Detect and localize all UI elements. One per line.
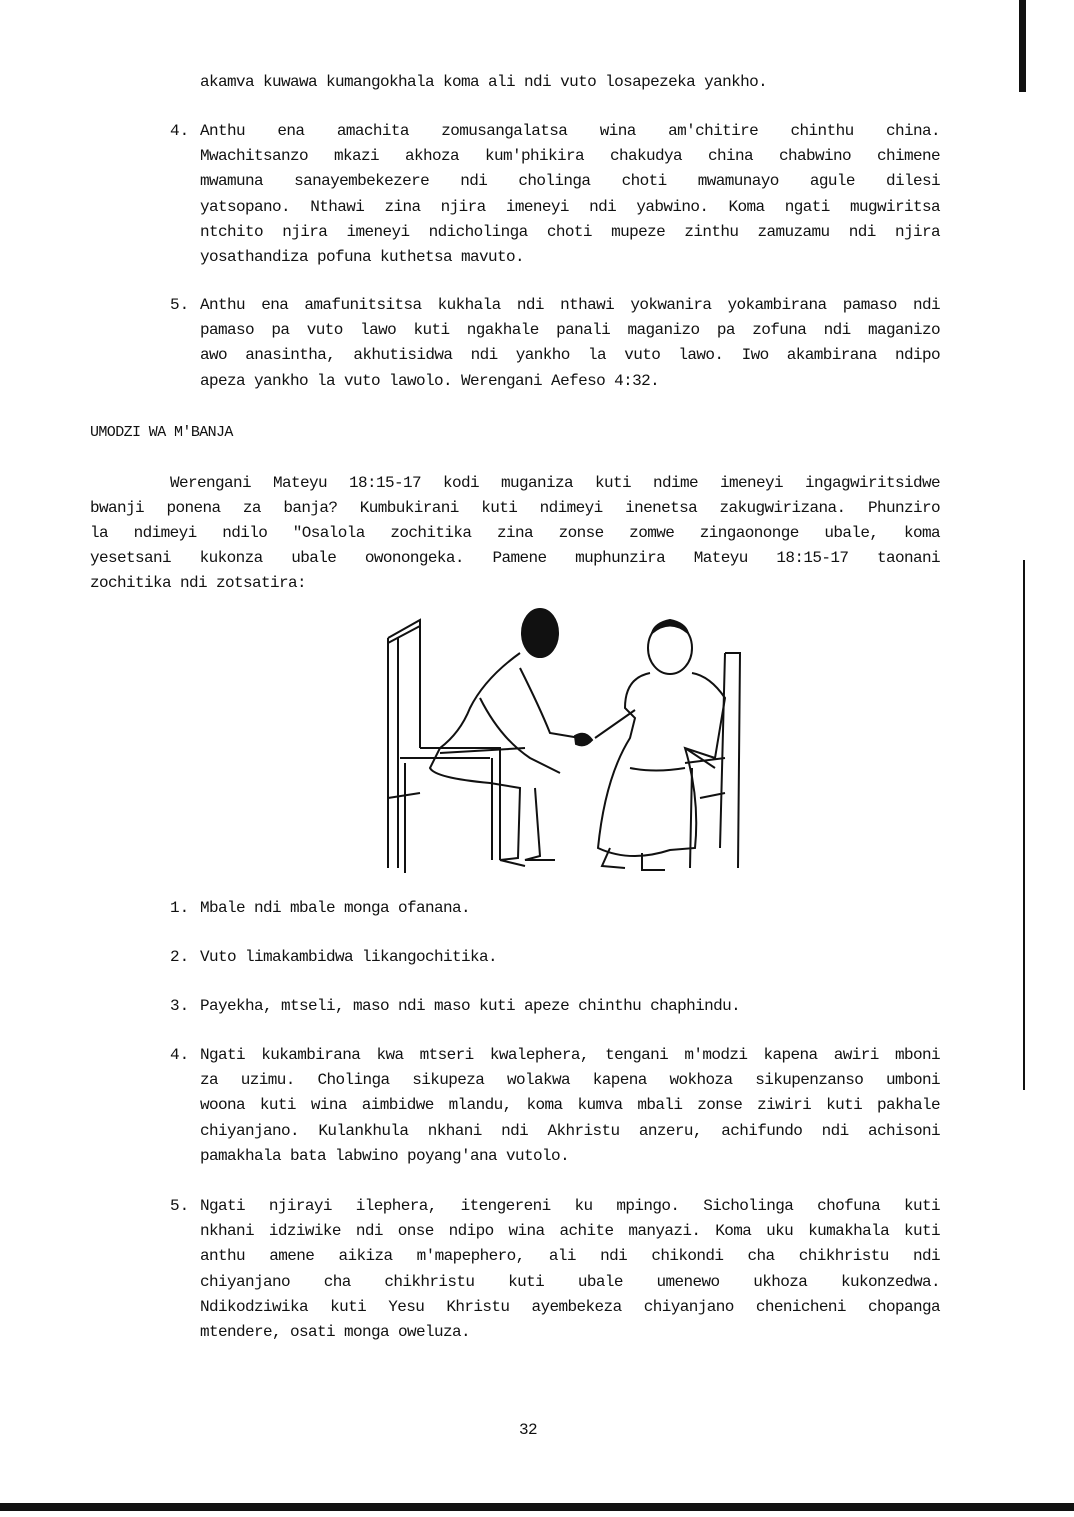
list-number: 4. bbox=[170, 122, 190, 140]
list-item-line: yosathandiza pofuna kuthetsa mavuto. bbox=[200, 248, 525, 266]
woman-figure bbox=[595, 620, 725, 870]
list-number: 1. bbox=[170, 899, 190, 917]
list-item-line: mtendere, osati monga oweluza. bbox=[200, 1323, 471, 1341]
man-figure bbox=[430, 609, 592, 866]
list-item-line: nkhani idziwike ndi onse ndipo wina achite manyazi. Koma uku kumakhala kuti bbox=[200, 1222, 940, 1241]
list-item-line: ntchito njira imeneyi ndicholinga choti mupeze zinthu zamuzamu ndi njira bbox=[200, 222, 940, 241]
right-chair bbox=[685, 653, 740, 868]
list-item-line: apeza yankho la vuto lawolo. Werengani Aefeso 4:32. bbox=[200, 371, 660, 390]
illustration-counseling bbox=[380, 598, 750, 880]
list-item-line: Mwachitsanzo mkazi akhoza kum'phikira chakudya china chabwino chimene bbox=[200, 147, 940, 166]
list-item-line: pamakhala bata labwino poyang'ana vutolo. bbox=[200, 1146, 570, 1165]
paragraph-line: zochitika ndi zotsatira: bbox=[90, 574, 307, 592]
paragraph-line: yesetsani kukonza ubale owonongeka. Pamene muphunzira Mateyu 18:15-17 taonani bbox=[90, 549, 940, 567]
page-number: 32 bbox=[519, 1421, 538, 1439]
list-item-line: awo anasintha, akhutisidwa ndi yankho la vuto lawo. Iwo akambirana ndipo bbox=[200, 346, 940, 365]
list-item-line: yatsopano. Nthawi zina njira imeneyi ndi yabwino. Koma ngati mugwiritsa bbox=[200, 197, 940, 216]
list-item-line: pamaso pa vuto lawo kuti ngakhale panali maganizo pa zofuna ndi maganizo bbox=[200, 321, 940, 340]
list-item-line: Ndikodziwika kuti Yesu Khristu ayembekeza chiyanjano chenicheni chopanga bbox=[200, 1297, 940, 1316]
list-number: 5. bbox=[170, 296, 190, 314]
paragraph-line: bwanji ponena za banja? Kumbukirani kuti ndimeyi inenetsa zakugwirizana. Phunziro bbox=[90, 499, 940, 517]
list-item-line: Vuto limakambidwa likangochitika. bbox=[200, 948, 498, 966]
list-item-line: chiyanjano. Kulankhula nkhani ndi Akhristu anzeru, achifundo ndi achisoni bbox=[200, 1121, 940, 1140]
list-item-line: Payekha, mtseli, maso ndi maso kuti apeze chinthu chaphindu. bbox=[200, 997, 741, 1015]
list-number: 4. bbox=[170, 1046, 190, 1064]
scan-edge-line bbox=[1023, 560, 1025, 1090]
list-item-line: chiyanjano cha chikhristu kuti ubale umenewo ukhoza kukonzedwa. bbox=[200, 1272, 940, 1291]
list-item-line: Ngati njirayi ilephera, itengereni ku mpingo. Sicholinga chofuna kuti bbox=[200, 1197, 940, 1215]
list-item-line: Anthu ena amafunitsitsa kukhala ndi nthawi yokwanira yokambirana pamaso ndi bbox=[200, 296, 940, 314]
list-item-line: woona kuti wina aimbidwe mlandu, koma kumva mbali zonse ziwiri kuti pakhale bbox=[200, 1096, 940, 1115]
scan-bottom-bar bbox=[0, 1503, 1074, 1511]
left-chair bbox=[388, 620, 500, 873]
scan-edge-mark bbox=[1019, 0, 1026, 92]
section-heading: UMODZI WA M'BANJA bbox=[90, 424, 233, 441]
paragraph-line: la ndimeyi ndilo "Osalola zochitika zina zonse zomwe zingaononge ubale, koma bbox=[90, 524, 940, 542]
list-item-line: Anthu ena amachita zomusangalatsa wina am'chitire chinthu china. bbox=[200, 122, 940, 140]
list-item-line: mwamuna sanayembekezere ndi cholinga choti mwamunayo agule dilesi bbox=[200, 172, 940, 191]
list-item-line: Ngati kukambirana kwa mtseri kwalephera, tengani m'modzi kapena awiri mboni bbox=[200, 1046, 940, 1064]
list-number: 3. bbox=[170, 997, 190, 1015]
list-item-line: Mbale ndi mbale monga ofanana. bbox=[200, 899, 471, 917]
list-number: 5. bbox=[170, 1197, 190, 1215]
intro-line: akamva kuwawa kumangokhala koma ali ndi vuto losapezeka yankho. bbox=[200, 73, 768, 91]
list-item-line: za uzimu. Cholinga sikupeza wolakwa kapena wokhoza sikupenzanso umboni bbox=[200, 1071, 940, 1090]
paragraph-line: Werengani Mateyu 18:15-17 kodi muganiza kuti ndime imeneyi ingagwiritsidwe bbox=[170, 474, 940, 492]
list-number: 2. bbox=[170, 948, 190, 966]
list-item-line: anthu amene aikiza m'mapephero, ali ndi chikondi cha chikhristu ndi bbox=[200, 1247, 940, 1266]
